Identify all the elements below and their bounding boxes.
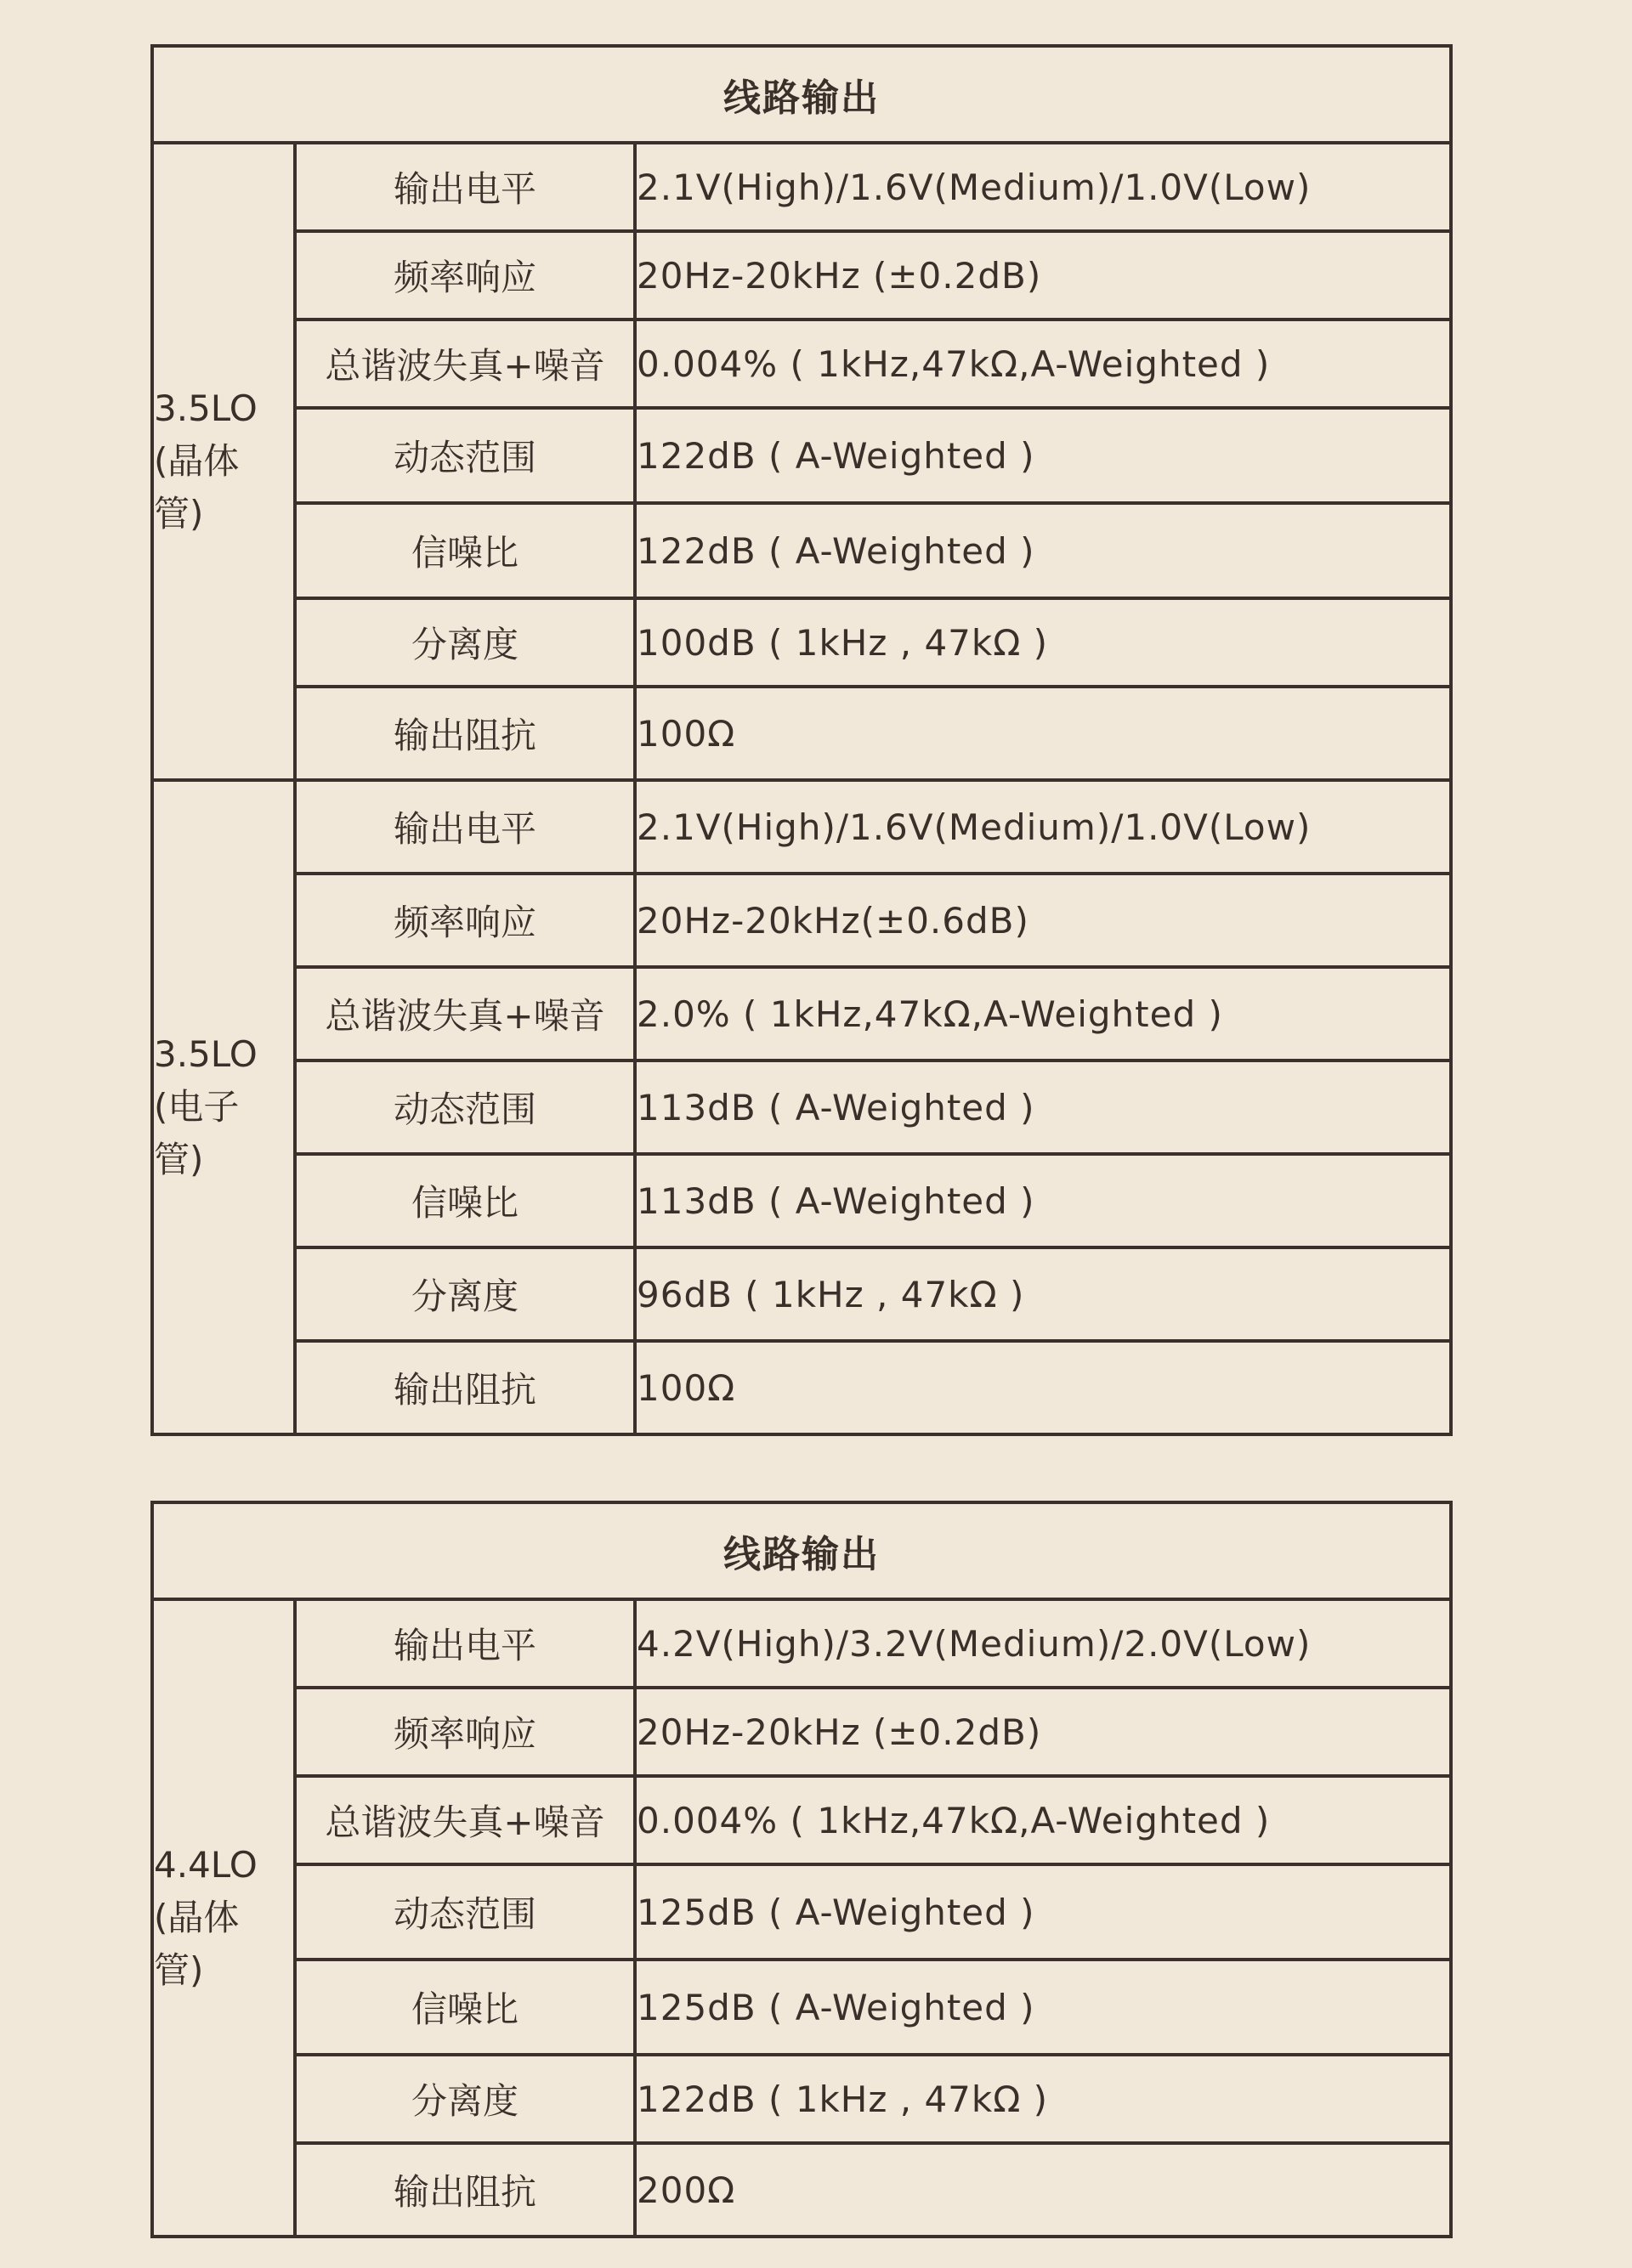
row-label: 频率响应 bbox=[295, 1688, 635, 1776]
row-value: 100Ω bbox=[635, 1341, 1451, 1434]
row-value: 113dB ( A-Weighted ) bbox=[635, 1154, 1451, 1247]
table-row bbox=[152, 1599, 1451, 1688]
row-label: 分离度 bbox=[295, 598, 635, 687]
spec-table-line-out-3-5 bbox=[150, 44, 1453, 1436]
row-value: 125dB ( A-Weighted ) bbox=[635, 1864, 1451, 1960]
table-row bbox=[152, 2143, 1451, 2237]
row-label: 输出电平 bbox=[295, 143, 635, 231]
table-row bbox=[152, 143, 1451, 231]
row-value: 20Hz-20kHz(±0.6dB) bbox=[635, 874, 1451, 967]
row-label: 频率响应 bbox=[295, 874, 635, 967]
table-title: 线路输出 bbox=[152, 46, 1451, 143]
table-row bbox=[152, 1864, 1451, 1960]
row-label: 分离度 bbox=[295, 2055, 635, 2143]
row-value: 125dB ( A-Weighted ) bbox=[635, 1960, 1451, 2055]
table-row bbox=[152, 2055, 1451, 2143]
row-label: 信噪比 bbox=[295, 503, 635, 598]
row-label: 输出阻抗 bbox=[295, 687, 635, 780]
row-label: 总谐波失真+噪音 bbox=[295, 320, 635, 408]
table-header-row bbox=[152, 1502, 1451, 1599]
row-value: 200Ω bbox=[635, 2143, 1451, 2237]
row-label: 总谐波失真+噪音 bbox=[295, 1776, 635, 1864]
row-value: 96dB ( 1kHz , 47kΩ ) bbox=[635, 1247, 1451, 1341]
group-label-3-5lo-transistor: 3.5LO (晶体 管) bbox=[152, 143, 295, 780]
table-row bbox=[152, 1688, 1451, 1776]
row-label: 输出电平 bbox=[295, 1599, 635, 1688]
row-label: 信噪比 bbox=[295, 1154, 635, 1247]
row-label: 输出阻抗 bbox=[295, 1341, 635, 1434]
table-row bbox=[152, 408, 1451, 503]
row-value: 100dB ( 1kHz , 47kΩ ) bbox=[635, 598, 1451, 687]
row-value: 113dB ( A-Weighted ) bbox=[635, 1060, 1451, 1154]
row-label: 动态范围 bbox=[295, 1864, 635, 1960]
row-value: 2.1V(High)/1.6V(Medium)/1.0V(Low) bbox=[635, 143, 1451, 231]
table-row bbox=[152, 503, 1451, 598]
table-row bbox=[152, 598, 1451, 687]
spec-table-line-out-4-4 bbox=[150, 1501, 1453, 2238]
table-row bbox=[152, 320, 1451, 408]
row-label: 动态范围 bbox=[295, 408, 635, 503]
row-value: 4.2V(High)/3.2V(Medium)/2.0V(Low) bbox=[635, 1599, 1451, 1688]
group-label-4-4lo-transistor: 4.4LO (晶体 管) bbox=[152, 1599, 295, 2237]
row-value: 122dB ( A-Weighted ) bbox=[635, 503, 1451, 598]
table-row bbox=[152, 1960, 1451, 2055]
table-row bbox=[152, 1060, 1451, 1154]
row-value: 122dB ( 1kHz , 47kΩ ) bbox=[635, 2055, 1451, 2143]
row-label: 动态范围 bbox=[295, 1060, 635, 1154]
table-row bbox=[152, 874, 1451, 967]
group-label-3-5lo-tube: 3.5LO (电子 管) bbox=[152, 780, 295, 1434]
table-title: 线路输出 bbox=[152, 1502, 1451, 1599]
row-value: 2.0% ( 1kHz,47kΩ,A-Weighted ) bbox=[635, 967, 1451, 1060]
row-label: 输出阻抗 bbox=[295, 2143, 635, 2237]
row-value: 2.1V(High)/1.6V(Medium)/1.0V(Low) bbox=[635, 780, 1451, 874]
row-label: 频率响应 bbox=[295, 231, 635, 320]
row-value: 122dB ( A-Weighted ) bbox=[635, 408, 1451, 503]
table-row bbox=[152, 1341, 1451, 1434]
table-row bbox=[152, 1776, 1451, 1864]
row-value: 100Ω bbox=[635, 687, 1451, 780]
table-header-row bbox=[152, 46, 1451, 143]
table-row bbox=[152, 231, 1451, 320]
table-row bbox=[152, 1154, 1451, 1247]
table-row bbox=[152, 687, 1451, 780]
table-row bbox=[152, 780, 1451, 874]
row-value: 20Hz-20kHz (±0.2dB) bbox=[635, 231, 1451, 320]
row-label: 输出电平 bbox=[295, 780, 635, 874]
row-label: 总谐波失真+噪音 bbox=[295, 967, 635, 1060]
row-label: 信噪比 bbox=[295, 1960, 635, 2055]
table-row bbox=[152, 967, 1451, 1060]
row-label: 分离度 bbox=[295, 1247, 635, 1341]
table-row bbox=[152, 1247, 1451, 1341]
row-value: 0.004% ( 1kHz,47kΩ,A-Weighted ) bbox=[635, 1776, 1451, 1864]
row-value: 20Hz-20kHz (±0.2dB) bbox=[635, 1688, 1451, 1776]
row-value: 0.004% ( 1kHz,47kΩ,A-Weighted ) bbox=[635, 320, 1451, 408]
